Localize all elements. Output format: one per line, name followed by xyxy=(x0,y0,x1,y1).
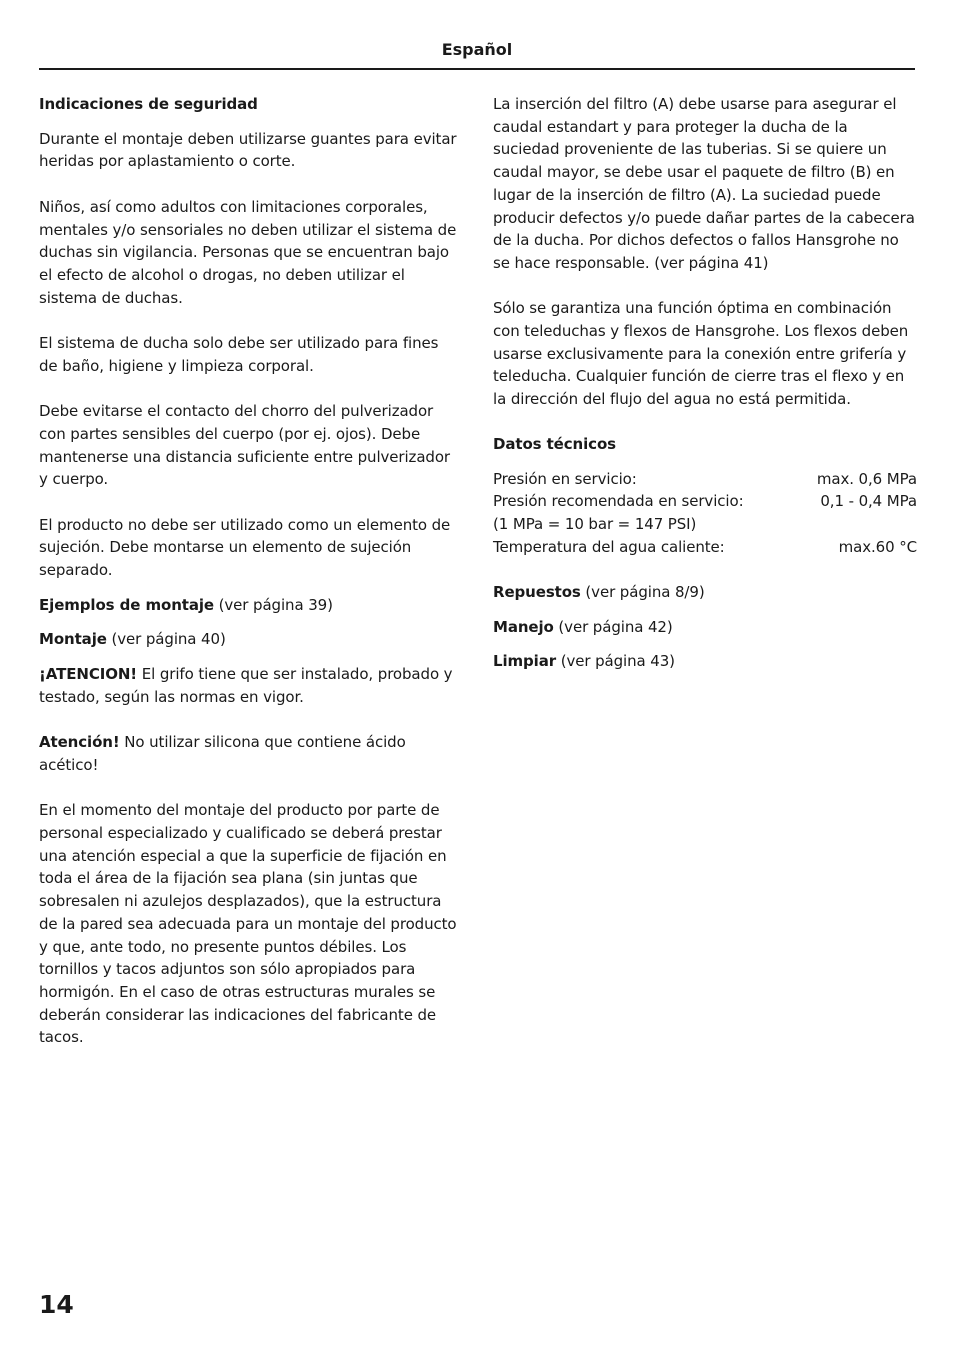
header-language: Español xyxy=(441,40,513,59)
safety-paragraph-spray: Debe evitarse el contacto del chorro del pulverizador con partes sensibles del cuerpo (por ej. ojos). Debe mantenerse una distancia suficiente entre pulverizador y cuerpo. xyxy=(39,402,450,489)
mounting-examples-page: (ver página 39) xyxy=(213,595,333,614)
spec-label: Temperatura del agua caliente: xyxy=(493,537,725,556)
tech-data-heading: Datos técnicos xyxy=(493,434,616,453)
cleaning-page: (ver página 43) xyxy=(556,652,675,671)
mounting-page: (ver página 40) xyxy=(106,630,226,649)
spec-row xyxy=(493,468,917,491)
safety-heading: Indicaciones de seguridad xyxy=(39,95,258,113)
safety-paragraph-fixing: El producto no debe ser utilizado como un elemento de sujeción. Debe montarse un elemento de sujeción separado. xyxy=(39,515,451,579)
attention-install-label: ¡ATENCION! xyxy=(39,665,138,684)
right-column xyxy=(493,93,917,685)
attention-install xyxy=(39,663,459,708)
compatibility-paragraph: Sólo se garantiza una función óptima en combinación con teleduchas y flexos de Hansgrohe. Los flexos deben usarse exclusivamente para la conexión entre grifería y teleducha. Cualquier función de cierre tras el flexo y en la dirección del flujo del agua no está permitida. xyxy=(493,299,909,409)
cleaning-ref xyxy=(493,650,917,673)
handling-ref xyxy=(493,616,917,639)
page-number: 14 xyxy=(39,1290,74,1319)
safety-paragraph-supervision: Niños, así como adultos con limitaciones corporales, mentales y/o sensoriales no deben utilizar el sistema de duchas sin vigilancia. Personas que se encuentran bajo el efecto de alcohol o drogas, no deben utilizar el sistema de duchas. xyxy=(39,197,457,307)
installation-paragraph: En el momento del montaje del producto por parte de personal especializado y cualificado se deberá prestar una atención especial a que la superficie de fijación en toda el área de la fijación sea plana (sin juntas que sobresalen ni azulejos desplazados), que la estructura de la pared sea adecuada para un montaje del producto y que, ante todo, no presente puntos débiles. Los tornillos y tacos adjuntos son sólo apropiados para hormigón. En el caso de otras estructuras murales se deberán considerar las indicaciones del fabricante de tacos. xyxy=(39,801,457,1047)
spares-page: (ver página 8/9) xyxy=(580,583,705,602)
spares-ref xyxy=(493,581,917,604)
mounting-ref xyxy=(39,628,459,651)
spec-value: max.60 °C xyxy=(838,537,917,556)
spec-label: Presión recomendada en servicio: xyxy=(493,492,744,511)
mounting-examples-label: Ejemplos de montaje xyxy=(39,595,214,614)
attention-silicone-text: No utilizar silicona que contiene ácido acético! xyxy=(39,733,406,774)
handling-page: (ver página 42) xyxy=(553,617,673,636)
safety-paragraph-usage: El sistema de ducha solo debe ser utilizado para fines de baño, higiene y limpieza corporal. xyxy=(39,334,439,375)
tech-data-table xyxy=(493,468,917,559)
cleaning-label: Limpiar xyxy=(493,652,557,671)
spec-label: (1 MPa = 10 bar = 147 PSI) xyxy=(493,514,697,533)
spec-value: 0,1 - 0,4 MPa xyxy=(820,492,917,511)
left-column xyxy=(39,93,459,1072)
spec-row xyxy=(493,536,917,559)
attention-silicone-label: Atención! xyxy=(39,733,120,752)
spec-value: max. 0,6 MPa xyxy=(816,469,917,488)
spec-label: Presión en servicio: xyxy=(493,469,637,488)
mounting-examples-ref xyxy=(39,594,459,617)
spec-row xyxy=(493,490,917,513)
spares-label: Repuestos xyxy=(493,583,581,602)
spec-row xyxy=(493,513,917,536)
mounting-label: Montaje xyxy=(39,630,107,649)
attention-silicone xyxy=(39,731,459,776)
filter-paragraph: La inserción del filtro (A) debe usarse para asegurar el caudal estandart y para proteger la ducha de la suciedad proveniente de las tuberias. Si se quiere un caudal mayor, se debe usar el paquete de filtro (B) en lugar de la inserción de filtro (A). La suciedad puede producir defectos y/o puede dañar partes de la cabecera de la ducha. Por dichos defectos o fallos Hansgrohe no se hace responsable. (ver página 41) xyxy=(493,95,915,272)
safety-paragraph-gloves: Durante el montaje deben utilizarse guantes para evitar heridas por aplastamiento o corte. xyxy=(39,129,457,171)
attention-install-text: El grifo tiene que ser instalado, probado y testado, según las normas en vigor. xyxy=(39,665,453,706)
handling-label: Manejo xyxy=(493,617,554,636)
header-divider xyxy=(39,68,915,70)
